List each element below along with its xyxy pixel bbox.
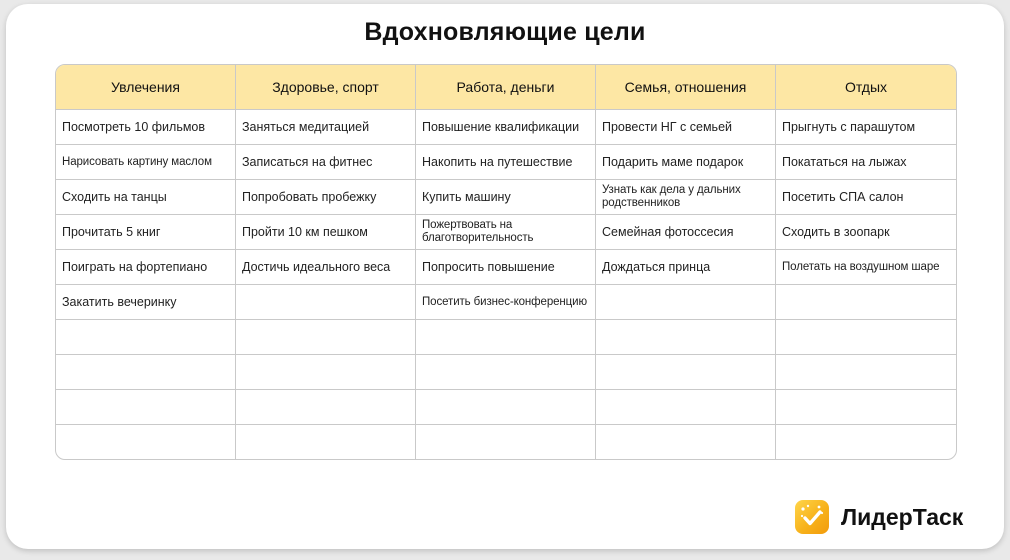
goal-cell[interactable]: Купить машину (416, 180, 596, 215)
goal-cell[interactable] (596, 355, 776, 390)
goal-cell[interactable] (416, 320, 596, 355)
goal-cell[interactable]: Посмотреть 10 фильмов (56, 110, 236, 145)
table-row (56, 145, 956, 180)
goal-cell[interactable]: Достичь идеального веса (236, 250, 416, 285)
goal-cell[interactable] (776, 390, 956, 425)
goal-cell[interactable]: Попробовать пробежку (236, 180, 416, 215)
table-row (56, 110, 956, 145)
table-row (56, 250, 956, 285)
goal-cell[interactable] (776, 320, 956, 355)
column-header: Семья, отношения (596, 65, 776, 110)
goal-cell[interactable] (236, 285, 416, 320)
goal-cell[interactable] (416, 390, 596, 425)
goal-cell[interactable]: Накопить на путешествие (416, 145, 596, 180)
goal-cell[interactable] (236, 390, 416, 425)
page-title: Вдохновляющие цели (364, 18, 646, 46)
goal-cell[interactable]: Пройти 10 км пешком (236, 215, 416, 250)
goal-cell[interactable] (416, 425, 596, 459)
goal-cell[interactable]: Семейная фотоссесия (596, 215, 776, 250)
goal-cell[interactable]: Пожертвовать на благотворительность (416, 215, 596, 250)
table-row (56, 285, 956, 320)
table-header-row (56, 65, 956, 110)
goal-cell[interactable]: Сходить в зоопарк (776, 215, 956, 250)
goal-cell[interactable] (56, 425, 236, 459)
brand-footer (795, 499, 963, 535)
goal-cell[interactable]: Повышение квалификации (416, 110, 596, 145)
goal-cell[interactable] (596, 285, 776, 320)
goal-cell[interactable]: Посетить бизнес-конференцию (416, 285, 596, 320)
goal-cell[interactable] (596, 320, 776, 355)
goal-cell[interactable]: Прыгнуть с парашутом (776, 110, 956, 145)
goal-cell[interactable]: Полетать на воздушном шаре (776, 250, 956, 285)
table-row (56, 425, 956, 459)
brand-name: ЛидерТаск (841, 503, 964, 530)
table-row (56, 355, 956, 390)
goal-cell[interactable] (776, 425, 956, 459)
goal-cell[interactable]: Дождаться принца (596, 250, 776, 285)
table-row (56, 390, 956, 425)
goal-cell[interactable] (236, 320, 416, 355)
table-row (56, 180, 956, 215)
goal-cell[interactable]: Поиграть на фортепиано (56, 250, 236, 285)
goal-cell[interactable]: Нарисовать картину маслом (56, 145, 236, 180)
goal-cell[interactable]: Попросить повышение (416, 250, 596, 285)
goal-cell[interactable]: Записаться на фитнес (236, 145, 416, 180)
table-row (56, 320, 956, 355)
goal-cell[interactable]: Прочитать 5 книг (56, 215, 236, 250)
goal-cell[interactable]: Сходить на танцы (56, 180, 236, 215)
goal-cell[interactable]: Закатить вечеринку (56, 285, 236, 320)
column-header: Работа, деньги (416, 65, 596, 110)
goal-cell[interactable]: Подарить маме подарок (596, 145, 776, 180)
goal-cell[interactable]: Покататься на лыжах (776, 145, 956, 180)
goal-cell[interactable]: Узнать как дела у дальних родственников (596, 180, 776, 215)
goal-cell[interactable] (56, 355, 236, 390)
goal-cell[interactable] (236, 425, 416, 459)
column-header: Отдых (776, 65, 956, 110)
goal-cell[interactable] (56, 390, 236, 425)
goal-cell[interactable] (776, 355, 956, 390)
goal-cell[interactable] (596, 425, 776, 459)
goals-table (55, 64, 957, 460)
goal-cell[interactable]: Заняться медитацией (236, 110, 416, 145)
goal-cell[interactable] (56, 320, 236, 355)
goal-cell[interactable]: Посетить СПА салон (776, 180, 956, 215)
goal-cell[interactable] (236, 355, 416, 390)
goal-cell[interactable] (416, 355, 596, 390)
goal-cell[interactable] (596, 390, 776, 425)
column-header: Увлечения (56, 65, 236, 110)
checkmark-sparkle-icon (795, 500, 829, 534)
table-row (56, 215, 956, 250)
goal-cell[interactable] (776, 285, 956, 320)
goal-cell[interactable]: Провести НГ с семьей (596, 110, 776, 145)
column-header: Здоровье, спорт (236, 65, 416, 110)
